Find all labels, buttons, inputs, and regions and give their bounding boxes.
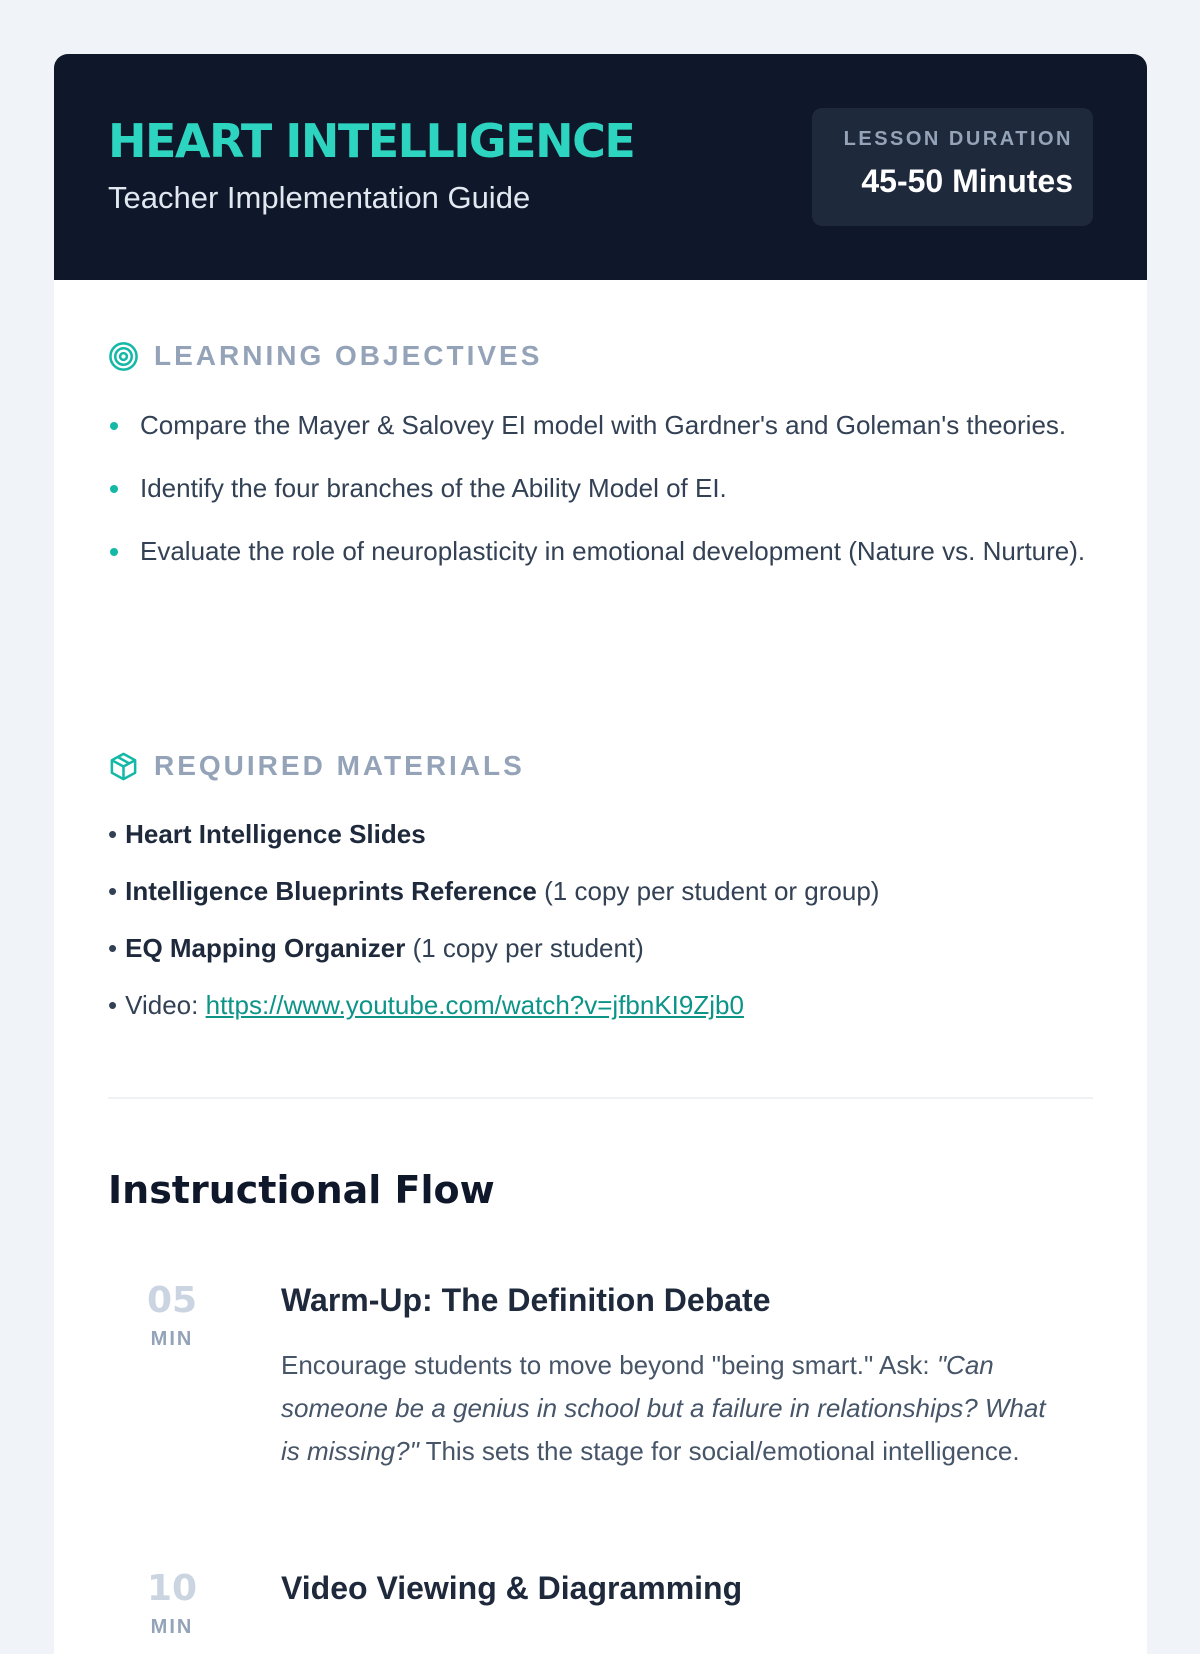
list-item bbox=[108, 987, 1098, 1044]
flow-title: Instructional Flow bbox=[108, 1168, 495, 1212]
video-link[interactable]: https://www.youtube.com/watch?v=jfbnKI9Zjb0 bbox=[205, 990, 744, 1020]
objective-text: Compare the Mayer & Salovey EI model with Gardner's and Goleman's theories. bbox=[140, 410, 1067, 440]
bullet: • bbox=[108, 933, 118, 963]
step-minutes: 10 bbox=[146, 1568, 198, 1609]
lesson-duration-badge bbox=[812, 108, 1093, 226]
material-name: Heart Intelligence Slides bbox=[125, 819, 426, 849]
list-item bbox=[108, 873, 1098, 930]
materials-heading bbox=[108, 750, 525, 782]
objectives-list bbox=[108, 404, 1098, 593]
list-item bbox=[108, 404, 1098, 447]
step-title: Warm-Up: The Definition Debate bbox=[281, 1282, 771, 1318]
step-text: This sets the stage for social/emotional intelligence. bbox=[418, 1436, 1020, 1466]
section-divider bbox=[108, 1097, 1093, 1099]
step-unit: MIN bbox=[150, 1616, 194, 1638]
bullet: • bbox=[108, 876, 118, 906]
bullet: • bbox=[108, 819, 118, 849]
video-label: Video: bbox=[125, 990, 199, 1020]
material-name: EQ Mapping Organizer bbox=[125, 933, 406, 963]
materials-list bbox=[108, 816, 1098, 1044]
step-body bbox=[281, 1280, 1071, 1473]
material-note: (1 copy per student) bbox=[412, 933, 644, 963]
material-note: (1 copy per student or group) bbox=[544, 876, 880, 906]
list-item bbox=[108, 816, 1098, 873]
guide-header bbox=[54, 54, 1147, 280]
materials-heading-label: REQUIRED MATERIALS bbox=[154, 750, 525, 781]
list-item bbox=[108, 467, 1098, 510]
step-quote: "Can someone be a genius in school but a failure in relationships? What is missing?" bbox=[281, 1350, 1046, 1466]
list-item bbox=[108, 930, 1098, 987]
guide-card bbox=[54, 54, 1147, 1654]
step-text: Encourage students to move beyond "being smart." Ask: bbox=[281, 1350, 937, 1380]
objectives-heading-label: LEARNING OBJECTIVES bbox=[154, 340, 543, 371]
step-body bbox=[281, 1568, 1071, 1608]
objective-text: Evaluate the role of neuroplasticity in emotional development (Nature vs. Nurture). bbox=[140, 536, 1086, 566]
step-minutes: 05 bbox=[146, 1280, 198, 1321]
duration-value: 45-50 Minutes bbox=[861, 163, 1073, 199]
bullet: • bbox=[108, 990, 118, 1020]
step-description bbox=[281, 1344, 1071, 1473]
page-title: HEART INTELLIGENCE bbox=[108, 114, 635, 168]
duration-label: LESSON DURATION bbox=[843, 128, 1073, 150]
step-duration bbox=[108, 1568, 236, 1639]
target-icon bbox=[108, 341, 139, 372]
list-item bbox=[108, 530, 1098, 573]
page-subtitle: Teacher Implementation Guide bbox=[108, 180, 531, 215]
material-name: Intelligence Blueprints Reference bbox=[125, 876, 537, 906]
objective-text: Identify the four branches of the Ability Model of EI. bbox=[140, 473, 727, 503]
package-icon bbox=[108, 751, 139, 782]
step-title: Video Viewing & Diagramming bbox=[281, 1570, 743, 1606]
bullet-dot bbox=[110, 485, 118, 493]
bullet-dot bbox=[110, 548, 118, 556]
objectives-heading bbox=[108, 340, 542, 372]
step-duration bbox=[108, 1280, 236, 1351]
bullet-dot bbox=[110, 422, 118, 430]
step-unit: MIN bbox=[150, 1328, 194, 1350]
